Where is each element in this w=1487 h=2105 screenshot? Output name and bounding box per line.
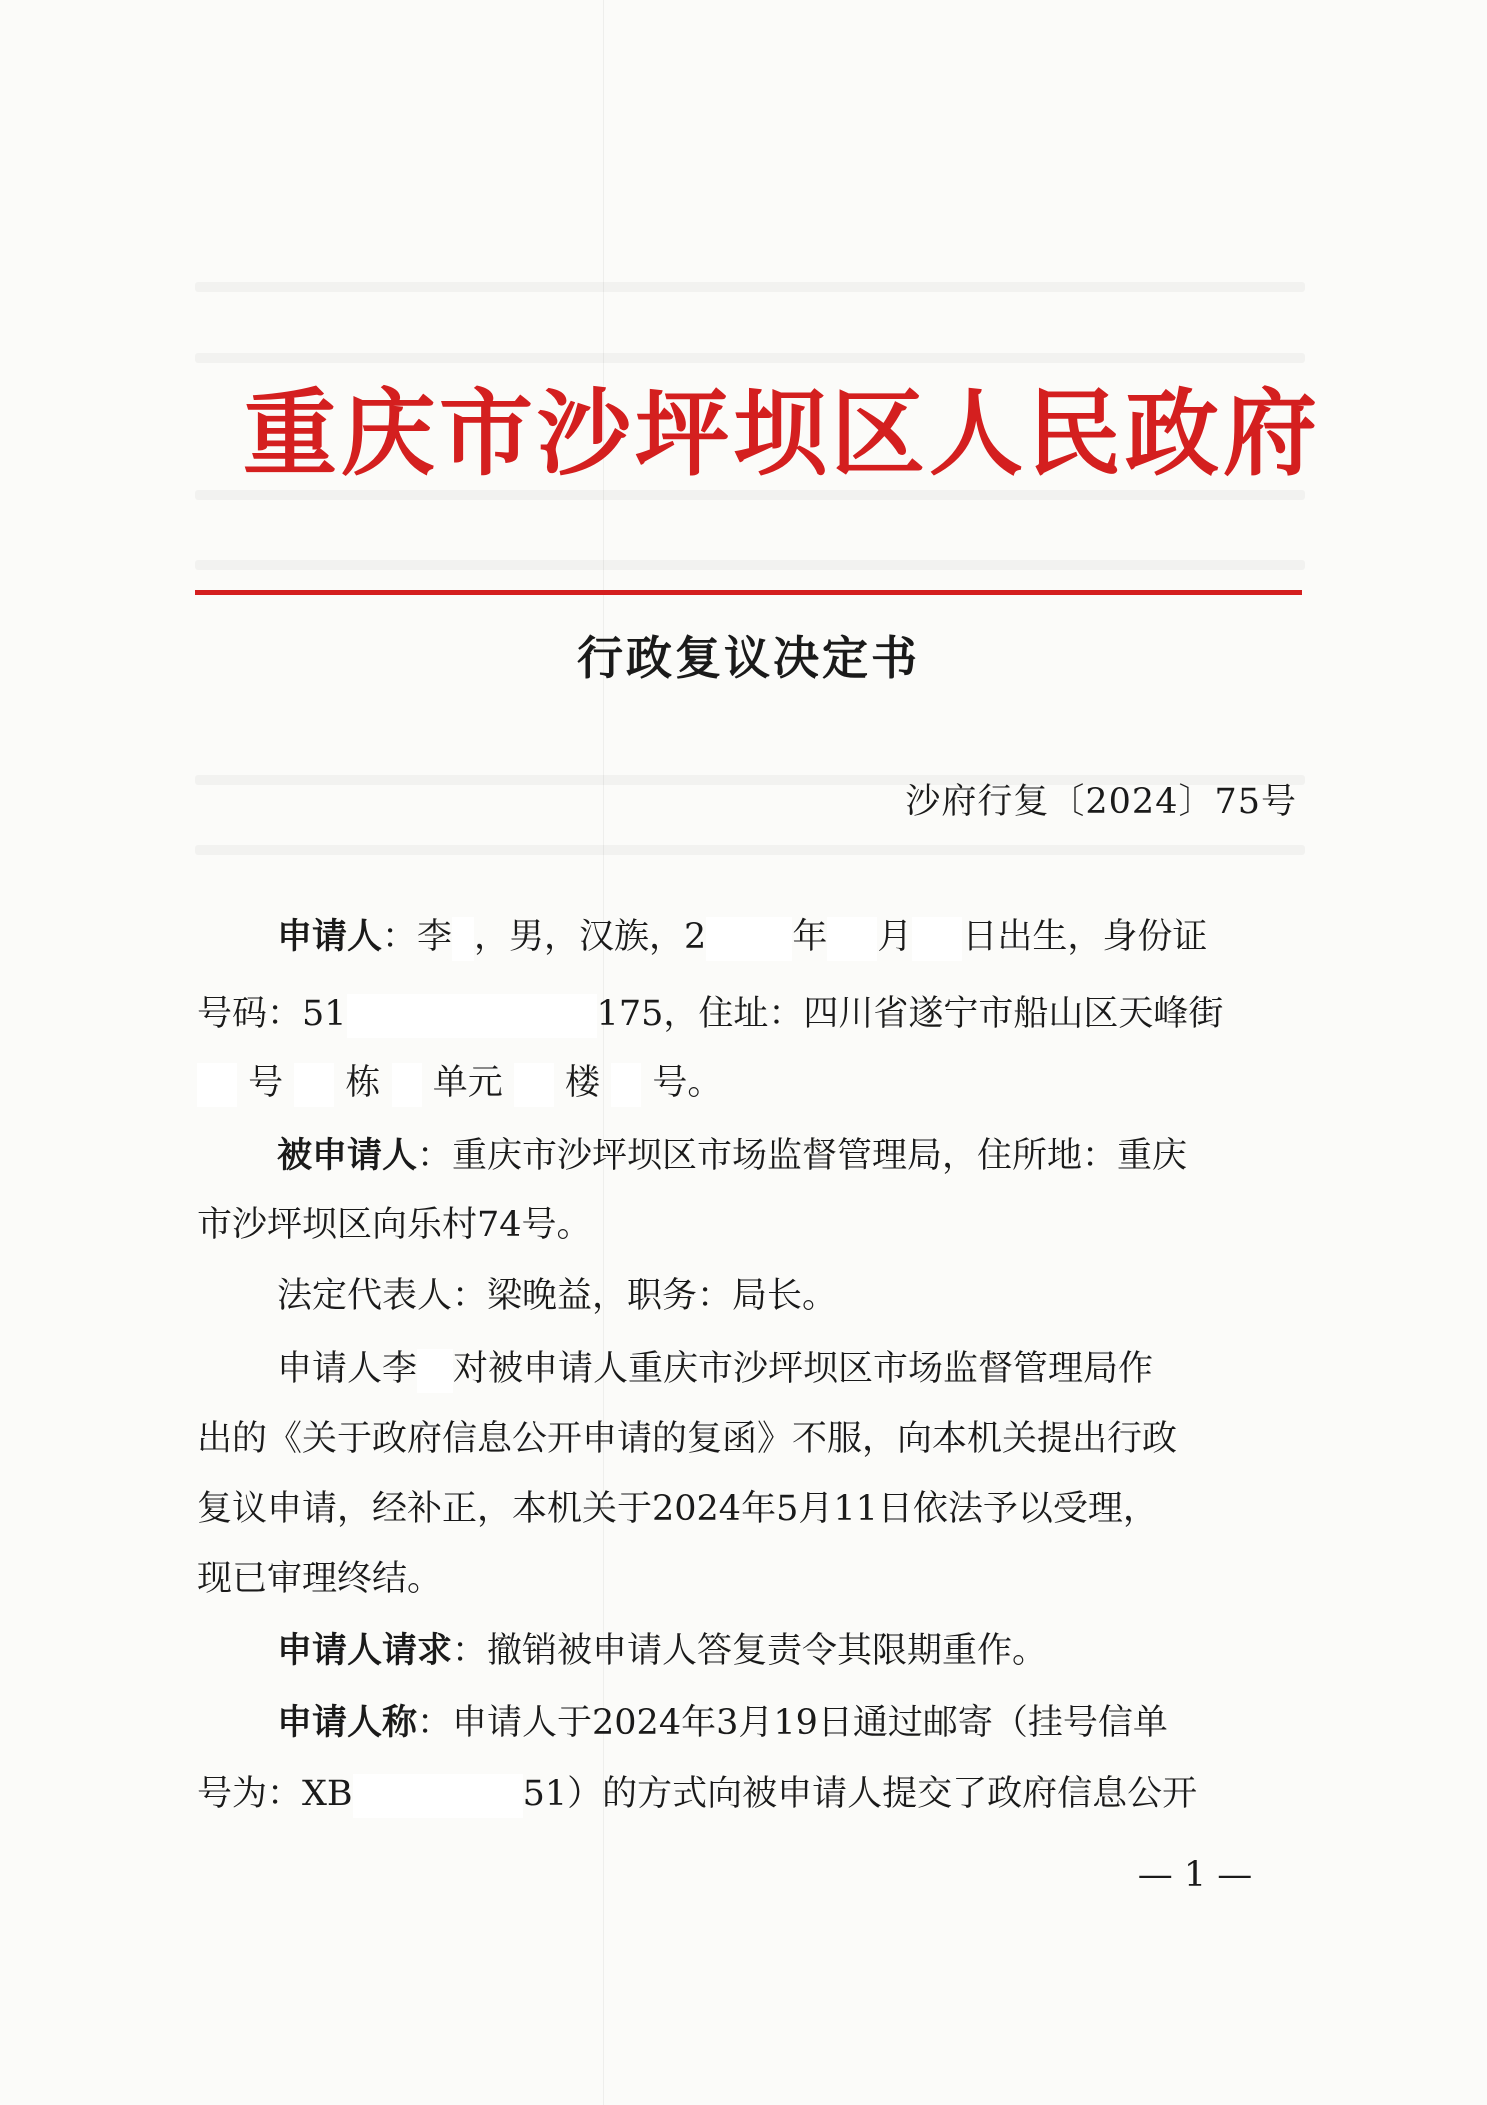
intro-line-3: 复议申请，经补正，本机关于2024年5月11日依法予以受理， bbox=[197, 1489, 1158, 1529]
redaction-box bbox=[417, 1349, 453, 1393]
legal-representative: 法定代表人：梁晚益，职务：局长。 bbox=[277, 1276, 838, 1316]
page-number: — 1 — bbox=[1137, 1855, 1253, 1895]
show-through bbox=[195, 282, 1305, 292]
intro-line-1: 申请人李 对被申请人重庆市沙坪坝区市场监督管理局作 bbox=[197, 1338, 1303, 1400]
redaction-box bbox=[611, 1063, 641, 1107]
intro-line-2: 出的《关于政府信息公开申请的复函》不服，向本机关提出行政 bbox=[197, 1419, 1178, 1459]
document-number: 沙府行复〔2024〕75号 bbox=[905, 782, 1297, 822]
show-through bbox=[195, 845, 1305, 855]
redaction-box bbox=[827, 917, 877, 961]
red-rule bbox=[195, 590, 1302, 595]
document-title: 行政复议决定书 bbox=[577, 631, 920, 685]
respondent-label: 被申请人 bbox=[277, 1135, 418, 1176]
redaction-box bbox=[392, 1063, 422, 1107]
show-through bbox=[195, 353, 1305, 363]
redaction-box bbox=[452, 917, 474, 961]
applicant-label: 申请人 bbox=[277, 916, 383, 957]
applicant-line-2: 号码：51 175，住址：四川省遂宁市船山区天峰街 bbox=[197, 983, 1303, 1045]
intro-line-4: 现已审理终结。 bbox=[197, 1559, 443, 1599]
issuer-header: 重庆市沙坪坝区人民政府 bbox=[243, 380, 1322, 489]
redaction-box bbox=[197, 1063, 237, 1107]
request-label: 申请人请求 bbox=[277, 1630, 453, 1671]
claim-line-1: 申请人称：申请人于2024年3月19日通过邮寄（挂号信单 bbox=[277, 1702, 1168, 1743]
redaction-box bbox=[514, 1063, 554, 1107]
redaction-box bbox=[706, 917, 792, 961]
claim-label: 申请人称 bbox=[277, 1702, 418, 1743]
redaction-box bbox=[912, 917, 962, 961]
applicant-line-1: 申请人：李 ，男，汉族，2 年 月 日出生，身份证 bbox=[197, 906, 1303, 968]
applicant-line-3: 号 栋 单元 楼 号。 bbox=[197, 1052, 1303, 1114]
respondent-line-1: 被申请人：重庆市沙坪坝区市场监督管理局，住所地：重庆 bbox=[277, 1135, 1188, 1176]
respondent-line-2: 市沙坪坝区向乐村74号。 bbox=[197, 1205, 592, 1245]
claim-line-2: 号为：XB 51）的方式向被申请人提交了政府信息公开 bbox=[197, 1763, 1303, 1825]
redaction-box bbox=[294, 1063, 334, 1107]
redaction-box bbox=[347, 994, 597, 1038]
redaction-box bbox=[353, 1774, 523, 1818]
show-through bbox=[195, 560, 1305, 570]
request-line: 申请人请求：撤销被申请人答复责令其限期重作。 bbox=[277, 1630, 1048, 1671]
